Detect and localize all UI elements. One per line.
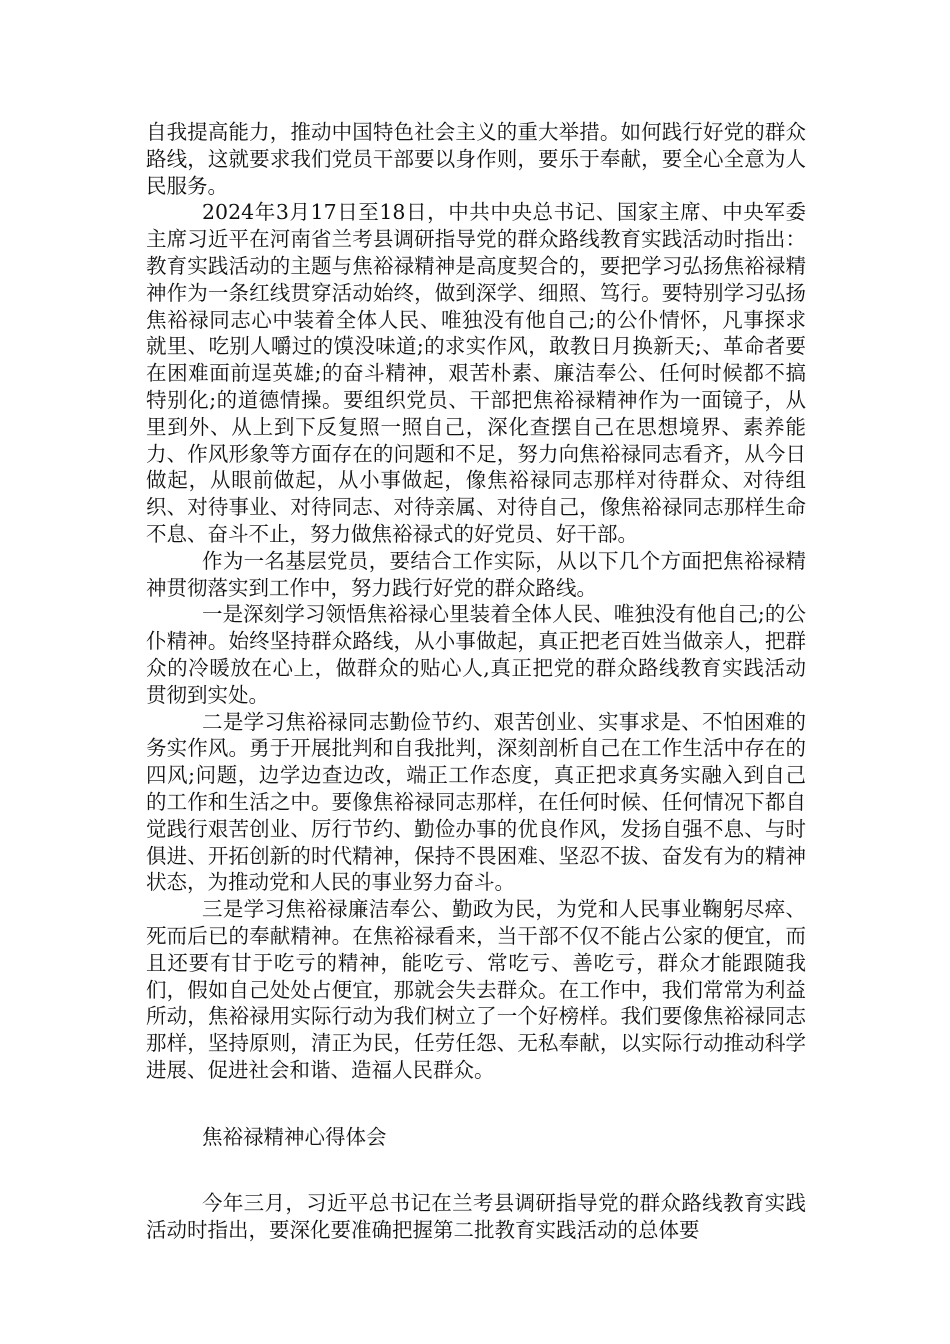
paragraph-point-three: 三是学习焦裕禄廉洁奉公、勤政为民，为党和人民事业鞠躬尽瘁、死而后已的奉献精神。在焦裕禄看来，当干部不仅不能占公家的便宜，而且还要有甘于吃亏的精神，能吃亏、常吃亏、善吃亏，群众才能跟随我们，假如自己处处占便宜，那就会失去群众。在工作中，我们常常为利益所动，焦裕禄用实际行动为我们树立了一个好榜样。我们要像焦裕禄同志那样，坚持原则，清正为民，任劳任怨、无私奉献，以实际行动推动科学进展、促进社会和谐、造福人民群众。 (146, 897, 806, 1082)
paragraph-point-one: 一是深刻学习领悟焦裕禄心里装着全体人民、唯独没有他自己;的公仆精神。始终坚持群众路线，从小事做起，真正把老百姓当做亲人，把群众的冷暖放在心上，做群众的贴心人,真正把党的群众路线教育实践活动贯彻到实处。 (146, 602, 806, 707)
paragraph-point-two: 二是学习焦裕禄同志勤俭节约、艰苦创业、实事求是、不怕困难的务实作风。勇于开展批判和自我批判，深刻剖析自己在工作生活中存在的四风;问题，边学边查边改，端正工作态度，真正把求真务实融入到自己的工作和生活之中。要像焦裕禄同志那样，在任何时候、任何情况下都自觉践行艰苦创业、厉行节约、勤俭办事的优良作风，发扬自强不息、与时俱进、开拓创新的时代精神，保持不畏困难、坚忍不拔、奋发有为的精神状态，为推动党和人民的事业努力奋斗。 (146, 709, 806, 895)
document-page (146, 119, 806, 1244)
paragraph-xi-lankao-visit: 2024年3月17日至18日，中共中央总书记、国家主席、中央军委主席习近平在河南省兰考县调研指导党的群众路线教育实践活动时指出：教育实践活动的主题与焦裕禄精神是高度契合的，要把学习弘扬焦裕禄精神作为一条红线贯穿活动始终，做到深学、细照、笃行。要特别学习弘扬焦裕禄同志心中装着全体人民、唯独没有他自己;的公仆情怀，凡事探求就里、吃别人嚼过的馍没味道;的求实作风，敢教日月换新天;、革命者要在困难面前逞英雄;的奋斗精神，艰苦朴素、廉洁奉公、任何时候都不搞特别化;的道德情操。要组织党员、干部把焦裕禄精神作为一面镜子，从里到外、从上到下反复照一照自己，深化查摆自己在思想境界、素养能力、作风形象等方面存在的问题和不足，努力向焦裕禄同志看齐，从今日做起，从眼前做起，从小事做起，像焦裕禄同志那样对待群众、对待组织、对待事业、对待同志、对待亲属、对待自己，像焦裕禄同志那样生命不息、奋斗不止，努力做焦裕禄式的好党员、好干部。 (146, 200, 806, 546)
section-heading: 焦裕禄精神心得体会 (202, 1124, 387, 1149)
paragraph-grassroots-member: 作为一名基层党员，要结合工作实际，从以下几个方面把焦裕禄精神贯彻落实到工作中，努力践行好党的群众路线。 (146, 548, 806, 600)
paragraph-intro: 自我提高能力，推动中国特色社会主义的重大举措。如何践行好党的群众路线，这就要求我们党员干部要以身作则，要乐于奉献，要全心全意为人民服务。 (146, 120, 806, 198)
paragraph-closing: 今年三月，习近平总书记在兰考县调研指导党的群众路线教育实践活动时指出，要深化要准确把握第二批教育实践活动的总体要 (146, 1191, 806, 1243)
